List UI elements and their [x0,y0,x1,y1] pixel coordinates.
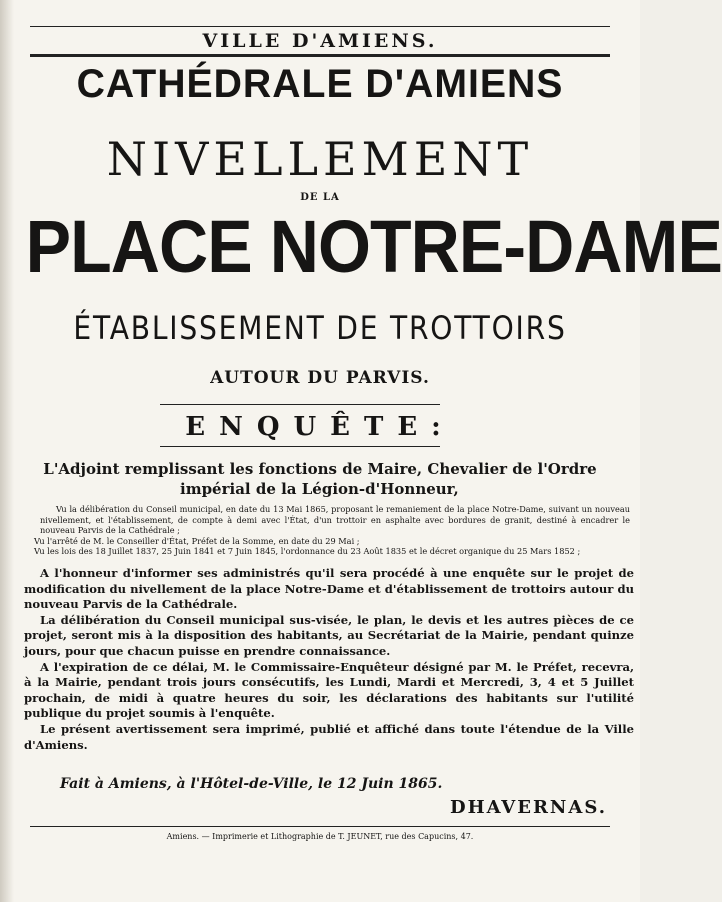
considerant-arrete: Vu l'arrêté de M. le Conseiller d'État, Préfet de la Somme, en date du 29 Mai ; [34,535,360,546]
considerant-deliberation: Vu la délibération du Conseil municipal, en date du 13 Mai 1865, proposant le remaniement de la place Notre-Dame, suivant un nouveau nivellement, et l'établissement, de compte à demi avec l'État, d'un trottoir en asphalte avec bordures de granit, destiné à encadrer le nouveau Parvis de la Cathédrale ; [40,504,630,535]
paragraph-avertissement: Le présent avertissement sera imprimé, publié et affiché dans toute l'étendue de la Ville d'Amiens. [24,721,634,752]
adjoint-line-2: impérial de la Légion-d'Honneur, [180,480,459,498]
top-rule [30,26,610,27]
considerants-block [34,504,630,557]
enquete-heading: ENQUÊTE: [185,412,455,442]
nivellement-title: NIVELLEMENT [106,132,534,186]
cathedrale-title: CATHÉDRALE D'AMIENS [76,62,564,106]
place-notre-dame-title: PLACE NOTRE-DAME [25,205,722,288]
de-la-connector: DE LA [300,192,340,203]
etablissement-title: ÉTABLISSEMENT DE TROTTOIRS [73,309,567,347]
enquete-bottom-rule [160,446,440,447]
signature: DHAVERNAS. [450,797,607,818]
fait-a-amiens: Fait à Amiens, à l'Hôtel-de-Ville, le 12 Juin 1865. [60,776,443,792]
autour-du-parvis: AUTOUR DU PARVIS. [210,368,430,388]
adjoint-line-1: L'Adjoint remplissant les fonctions de Maire, Chevalier de l'Ordre [43,460,597,478]
rule-under-ville [30,54,610,57]
imprimerie-line: Amiens. — Imprimerie et Lithographie de T. JEUNET, rue des Capucins, 47. [166,832,474,841]
announcement-body [24,566,634,753]
paragraph-expiration: A l'expiration de ce délai, M. le Commissaire-Enquêteur désigné par M. le Préfet, recevra, à la Mairie, pendant trois jours consécutifs, les Lundi, Mardi et Mercredi, 3, 4 et 5 Juillet prochain, de midi à quatre heures du soir, les déclarations des habitants sur l'utilité publique du projet soumis à l'enquête. [24,659,634,721]
ville-heading: VILLE D'AMIENS. [202,30,438,52]
enquete-top-rule [160,404,440,405]
paragraph-deliberation: La délibération du Conseil municipal sus-visée, le plan, le devis et les autres pièces de ce projet, seront mis à la disposition des habitants, au Secrétariat de la Mairie, pendant quinze jours, pour que chacun puisse en prendre connaissance. [24,612,634,658]
paragraph-enquete: A l'honneur d'informer ses administrés qu'il sera procédé à une enquête sur le projet de modification du nivellement de la place Notre-Dame et d'établissement de trottoirs autour du nouveau Parvis de la Cathédrale. [24,566,634,612]
imprimerie-rule [30,826,610,827]
considerant-lois: Vu les lois des 18 Juillet 1837, 25 Juin 1841 et 7 Juin 1845, l'ordonnance du 23 Août 1835 et le décret organique du 25 Mars 1852 ; [34,546,581,556]
